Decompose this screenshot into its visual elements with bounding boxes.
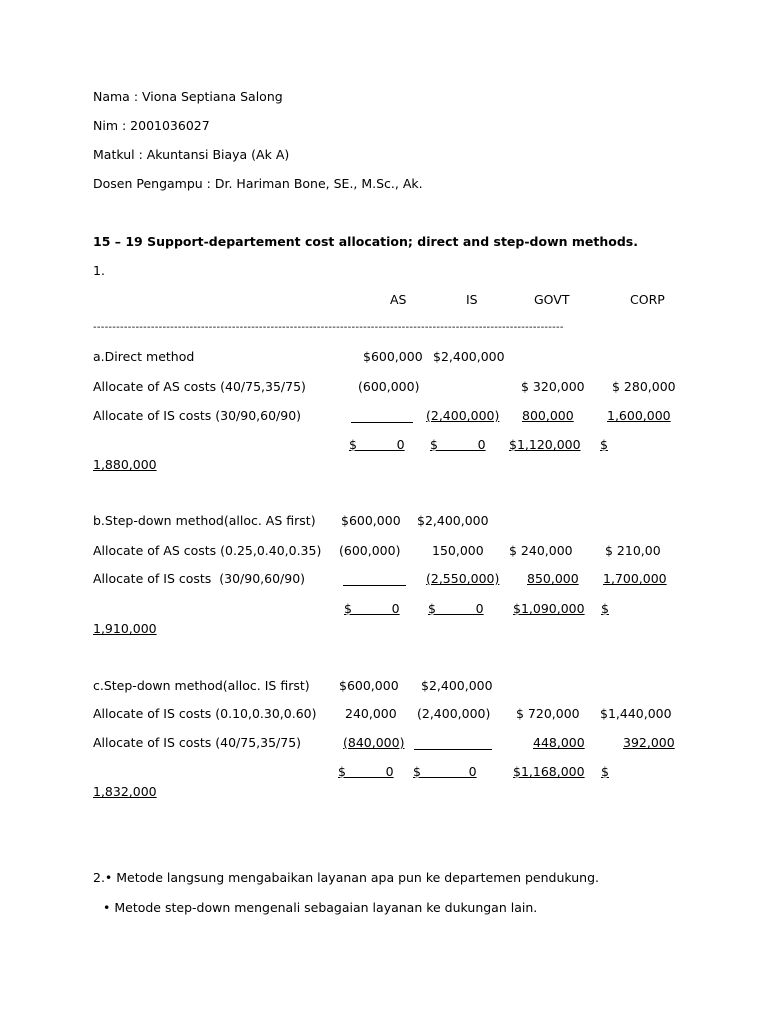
section-a-as-initial: $600,000	[363, 349, 423, 364]
section-b-total-corp-wrap: 1,910,000	[93, 621, 157, 636]
section-a-total-govt: $1,120,000	[509, 437, 581, 452]
section-b-row2-as-blank	[343, 585, 406, 586]
section-c-total-corp-wrap: 1,832,000	[93, 784, 157, 799]
column-header-corp: CORP	[630, 292, 665, 307]
section-a-row1-as: (600,000)	[358, 379, 420, 394]
section-c-row1-is: (2,400,000)	[417, 706, 491, 721]
section-a-row2-govt: 800,000	[522, 408, 574, 423]
course-name: Matkul : Akuntansi Biaya (Ak A)	[93, 147, 290, 162]
section-b-row2-govt: 850,000	[527, 571, 579, 586]
section-c-row2-as: (840,000)	[343, 735, 405, 750]
section-c-row1-govt: $ 720,000	[516, 706, 580, 721]
section-b-row2-is: (2,550,000)	[426, 571, 500, 586]
section-a-total-corp: $	[600, 437, 608, 452]
section-b-label: b.Step-down method(alloc. AS first)	[93, 513, 316, 528]
section-b-total-is: $ 0	[428, 601, 484, 616]
section-b-row1-govt: $ 240,000	[509, 543, 573, 558]
section-c-total-govt: $1,168,000	[513, 764, 585, 779]
section-b-total-govt: $1,090,000	[513, 601, 585, 616]
section-b-row2-label: Allocate of IS costs (30/90,60/90)	[93, 571, 306, 586]
section-c-is-initial: $2,400,000	[421, 678, 493, 693]
section-c-row1-as: 240,000	[345, 706, 397, 721]
section-b-total-corp: $	[601, 601, 609, 616]
section-b-row1-corp: $ 210,00	[605, 543, 661, 558]
section-c-total-is: $ 0	[413, 764, 477, 779]
section-a-row2-is: (2,400,000)	[426, 408, 500, 423]
section-c-as-initial: $600,000	[339, 678, 399, 693]
section-c-row2-govt: 448,000	[533, 735, 585, 750]
section-b-row1-as: (600,000)	[339, 543, 401, 558]
answer-2-line-2: • Metode step-down mengenali sebagaian layanan ke dukungan lain.	[103, 900, 538, 915]
section-a-label: a.Direct method	[93, 349, 195, 364]
section-b-as-initial: $600,000	[341, 513, 401, 528]
section-c-row1-corp: $1,440,000	[600, 706, 672, 721]
section-a-total-is: $ 0	[430, 437, 486, 452]
student-nim: Nim : 2001036027	[93, 118, 210, 133]
section-c-total-as: $ 0	[338, 764, 394, 779]
column-header-govt: GOVT	[534, 292, 570, 307]
problem-title: 15 – 19 Support-departement cost allocation; direct and step-down methods.	[93, 234, 638, 249]
question-number-1: 1.	[93, 263, 105, 278]
section-a-row2-label: Allocate of IS costs (30/90,60/90)	[93, 408, 302, 423]
column-header-as: AS	[390, 292, 407, 307]
section-c-label: c.Step-down method(alloc. IS first)	[93, 678, 310, 693]
section-b-is-initial: $2,400,000	[417, 513, 489, 528]
divider-line: --------------------------------------------------------------------------------------------------------------------------	[93, 322, 564, 333]
section-b-row2-corp: 1,700,000	[603, 571, 667, 586]
student-name: Nama : Viona Septiana Salong	[93, 89, 283, 104]
section-c-row2-label: Allocate of IS costs (40/75,35/75)	[93, 735, 302, 750]
section-c-row2-corp: 392,000	[623, 735, 675, 750]
section-a-is-initial: $2,400,000	[433, 349, 505, 364]
section-b-total-as: $ 0	[344, 601, 400, 616]
section-c-total-corp: $	[601, 764, 609, 779]
section-a-total-as: $ 0	[349, 437, 405, 452]
section-b-row1-is: 150,000	[432, 543, 484, 558]
section-a-row2-as-blank	[351, 422, 413, 423]
section-b-row1-label: Allocate of AS costs (0.25,0.40,0.35)	[93, 543, 322, 558]
section-a-row1-label: Allocate of AS costs (40/75,35/75)	[93, 379, 306, 394]
column-header-is: IS	[466, 292, 478, 307]
section-a-row1-govt: $ 320,000	[521, 379, 585, 394]
section-a-row1-corp: $ 280,000	[612, 379, 676, 394]
section-a-row2-corp: 1,600,000	[607, 408, 671, 423]
section-a-total-corp-wrap: 1,880,000	[93, 457, 157, 472]
section-c-row1-label: Allocate of IS costs (0.10,0.30,0.60)	[93, 706, 317, 721]
lecturer-name: Dosen Pengampu : Dr. Hariman Bone, SE., M.Sc., Ak.	[93, 176, 423, 191]
answer-2-line-1: 2.• Metode langsung mengabaikan layanan apa pun ke departemen pendukung.	[93, 870, 600, 885]
section-c-row2-is-blank	[414, 749, 492, 750]
